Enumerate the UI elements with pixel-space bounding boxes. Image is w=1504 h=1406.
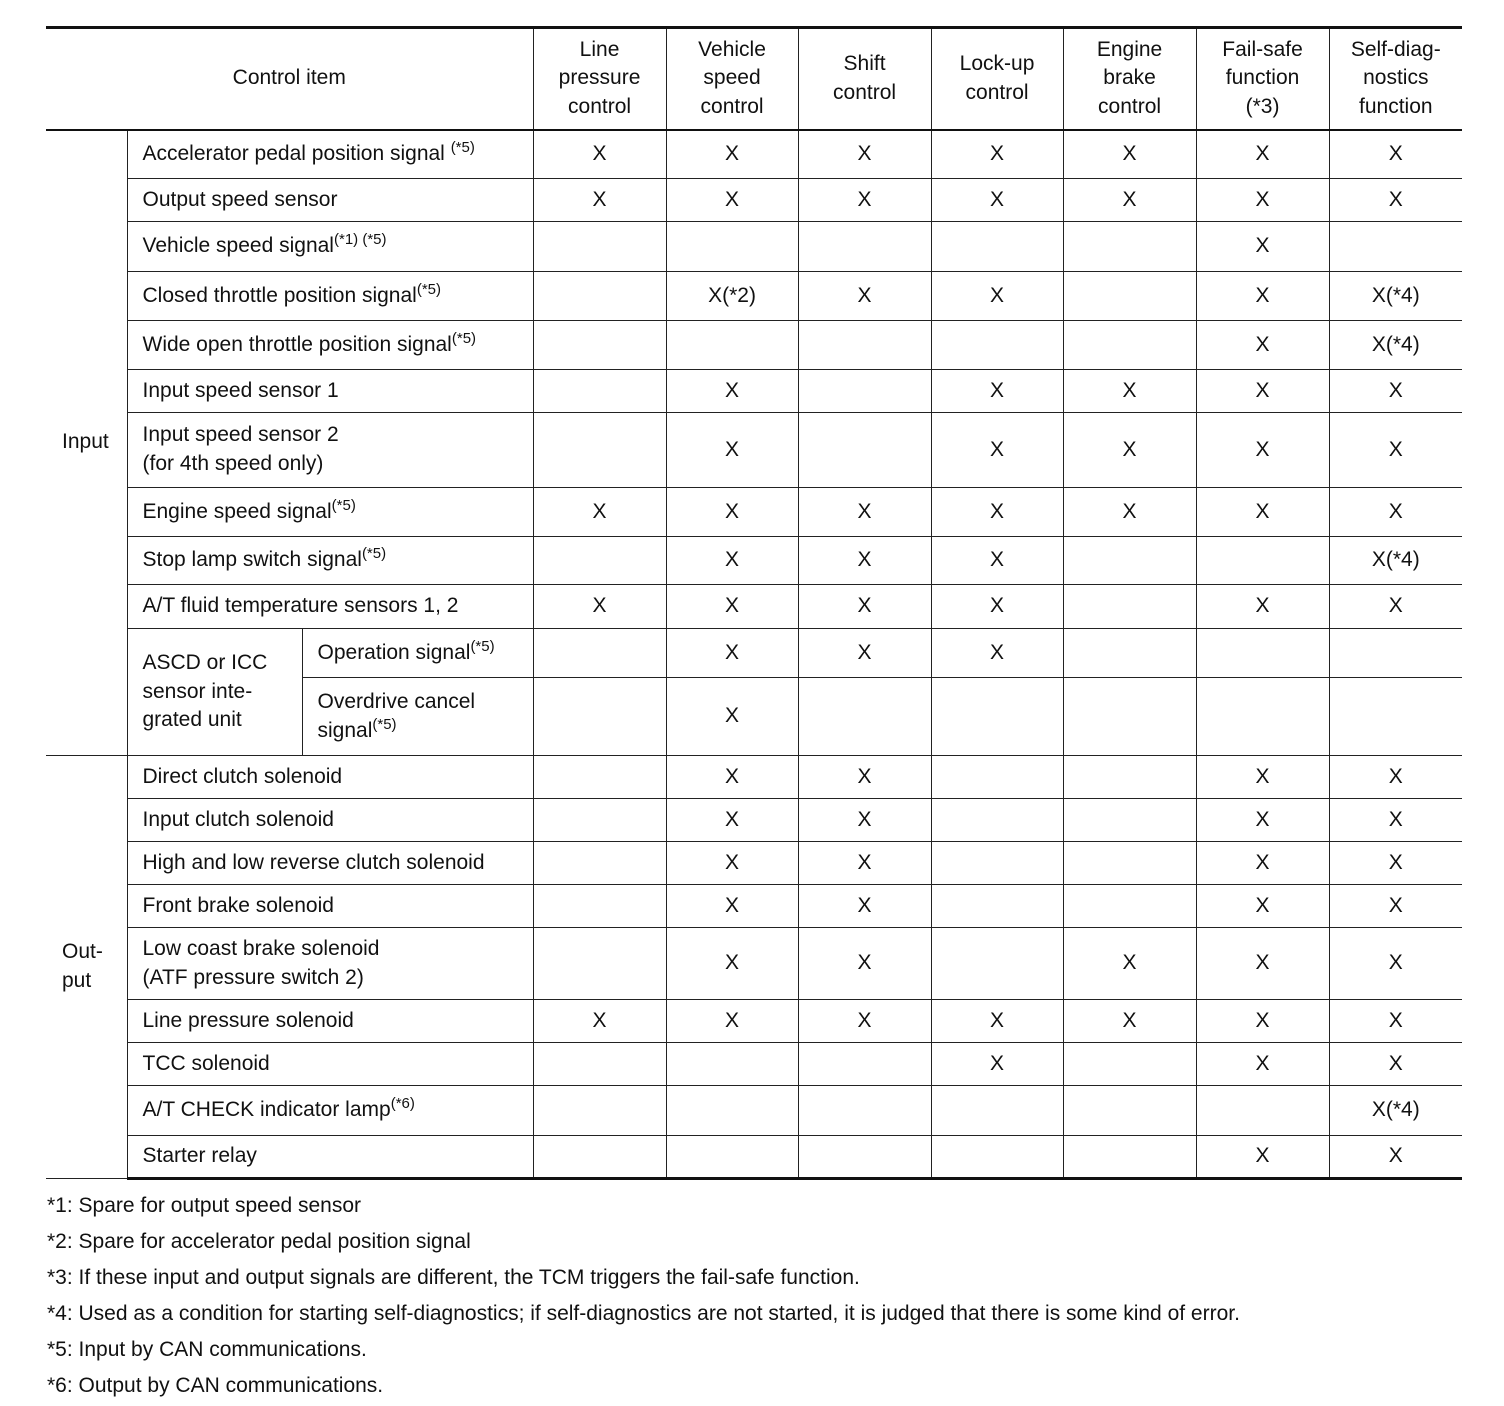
header-row xyxy=(46,28,1462,130)
mark-cell: X xyxy=(1329,585,1462,629)
text-line: control xyxy=(833,80,897,104)
mark-cell: X xyxy=(666,842,798,885)
mark-cell xyxy=(666,1086,798,1136)
mark-cell: X xyxy=(1063,928,1196,1000)
mark-cell xyxy=(1196,537,1329,585)
mark-cell: X xyxy=(666,928,798,1000)
mark-cell: X xyxy=(931,179,1063,222)
item-cell xyxy=(127,799,533,842)
mark-cell: X xyxy=(666,179,798,222)
text-line: function xyxy=(1359,95,1433,119)
mark-cell: X xyxy=(1196,272,1329,321)
mark-cell xyxy=(666,1136,798,1179)
mark-cell xyxy=(1063,537,1196,585)
mark-cell: X xyxy=(798,130,931,179)
item-label: Input speed sensor 1 xyxy=(142,378,339,402)
sub-item-cell xyxy=(302,678,533,756)
mark-cell xyxy=(1063,1043,1196,1086)
mark-cell: X xyxy=(931,537,1063,585)
mark-cell xyxy=(1196,678,1329,756)
mark-cell xyxy=(1063,678,1196,756)
column-header xyxy=(1196,28,1329,130)
mark-cell: X xyxy=(1196,222,1329,272)
item-cell xyxy=(127,272,533,321)
mark-cell: X xyxy=(1329,1043,1462,1086)
text-line: Overdrive cancel xyxy=(317,689,476,713)
table-row xyxy=(46,321,1462,370)
control-table xyxy=(46,26,1462,1180)
sub-item-cell xyxy=(302,629,533,678)
item-cell xyxy=(127,370,533,413)
table-row xyxy=(46,928,1462,1000)
text-line: signal xyxy=(317,718,373,742)
mark-cell: X(*2) xyxy=(666,272,798,321)
text-line: Fail-safe xyxy=(1222,37,1303,61)
item-cell xyxy=(127,488,533,537)
document xyxy=(46,26,1462,1404)
item-cell xyxy=(127,885,533,928)
text-line: nostics xyxy=(1363,66,1429,90)
mark-cell xyxy=(931,678,1063,756)
mark-cell: X xyxy=(1063,488,1196,537)
item-footnote-ref: (*5) xyxy=(451,329,477,347)
item-cell xyxy=(127,1086,533,1136)
text-line: Self-diag- xyxy=(1350,37,1441,61)
mark-cell: X xyxy=(1329,756,1462,799)
mark-cell xyxy=(533,678,666,756)
item-label: Direct clutch solenoid xyxy=(142,764,343,788)
mark-cell: X xyxy=(1196,756,1329,799)
mark-cell: X(*4) xyxy=(1329,272,1462,321)
mark-cell: X xyxy=(1063,413,1196,488)
item-cell xyxy=(127,179,533,222)
mark-cell xyxy=(533,1136,666,1179)
mark-cell xyxy=(533,1086,666,1136)
mark-cell: X xyxy=(1329,370,1462,413)
mark-cell: X xyxy=(666,413,798,488)
column-header xyxy=(533,28,666,130)
mark-cell: X xyxy=(1196,842,1329,885)
item-label: Closed throttle position signal xyxy=(142,283,417,307)
mark-cell xyxy=(798,222,931,272)
text-line: (for 4th speed only) xyxy=(142,452,324,475)
mark-cell: X xyxy=(666,370,798,413)
item-footnote-ref: (*6) xyxy=(390,1095,415,1113)
text-line: speed xyxy=(703,66,761,90)
mark-cell: X xyxy=(1063,370,1196,413)
mark-cell xyxy=(533,799,666,842)
text-line: control xyxy=(568,95,632,119)
item-footnote-ref: (*5) xyxy=(470,637,495,655)
mark-cell: X xyxy=(931,488,1063,537)
mark-cell xyxy=(533,370,666,413)
mark-cell: X xyxy=(1196,413,1329,488)
mark-cell xyxy=(533,928,666,1000)
mark-cell xyxy=(1063,272,1196,321)
item-label: Engine speed signal xyxy=(142,499,332,523)
item-label: High and low reverse clutch solenoid xyxy=(142,850,485,874)
mark-cell xyxy=(1329,629,1462,678)
text-line: Low coast brake solenoid xyxy=(142,936,380,960)
mark-cell xyxy=(1063,585,1196,629)
mark-cell: X xyxy=(1196,321,1329,370)
mark-cell xyxy=(1196,629,1329,678)
item-label: Accelerator pedal position signal xyxy=(142,141,451,165)
mark-cell: X xyxy=(533,130,666,179)
mark-cell: X xyxy=(666,488,798,537)
footnote: *1: Spare for output speed sensor xyxy=(47,1194,362,1217)
item-footnote-ref: (*5) xyxy=(450,138,475,156)
column-header xyxy=(1329,28,1462,130)
table-row xyxy=(46,1136,1462,1179)
mark-cell: X xyxy=(1063,1000,1196,1043)
text-line: Shift xyxy=(843,52,886,76)
table-row xyxy=(46,130,1462,179)
mark-cell: X xyxy=(798,585,931,629)
mark-cell xyxy=(798,370,931,413)
mark-cell: X xyxy=(666,130,798,179)
mark-cell: X xyxy=(798,928,931,1000)
item-label: Output speed sensor xyxy=(142,187,338,211)
mark-cell: X xyxy=(1329,842,1462,885)
mark-cell: X xyxy=(1329,928,1462,1000)
mark-cell: X xyxy=(931,585,1063,629)
item-cell xyxy=(127,585,533,629)
mark-cell: X xyxy=(533,1000,666,1043)
mark-cell xyxy=(931,1086,1063,1136)
mark-cell xyxy=(931,928,1063,1000)
mark-cell: X xyxy=(1329,1136,1462,1179)
footnotes xyxy=(46,1188,1462,1404)
mark-cell xyxy=(931,799,1063,842)
mark-cell: X xyxy=(1196,928,1329,1000)
mark-cell: X xyxy=(666,799,798,842)
item-cell xyxy=(127,222,533,272)
mark-cell xyxy=(1063,629,1196,678)
text-line: Out- xyxy=(62,940,103,964)
mark-cell: X xyxy=(798,488,931,537)
item-footnote-ref: (*5) xyxy=(331,496,356,514)
mark-cell: X xyxy=(533,179,666,222)
text-line: Engine xyxy=(1096,37,1163,61)
group-label-input: Input xyxy=(46,130,127,756)
mark-cell xyxy=(798,413,931,488)
item-cell xyxy=(127,537,533,585)
mark-cell xyxy=(931,885,1063,928)
mark-cell: X xyxy=(666,537,798,585)
mark-cell: X xyxy=(1329,130,1462,179)
mark-cell: X xyxy=(931,272,1063,321)
mark-cell: X xyxy=(798,629,931,678)
control-item-header: Control item xyxy=(46,28,533,130)
mark-cell: X xyxy=(798,1000,931,1043)
mark-cell xyxy=(798,1086,931,1136)
text-line: control xyxy=(1098,95,1162,119)
table-row xyxy=(46,222,1462,272)
footnote: *4: Used as a condition for starting self-diagnostics; if self-diagnostics are not started, it is judged that there is some kind of error. xyxy=(47,1302,1240,1325)
mark-cell: X xyxy=(1196,1043,1329,1086)
mark-cell xyxy=(533,413,666,488)
mark-cell: X xyxy=(533,585,666,629)
mark-cell: X xyxy=(931,413,1063,488)
text-line: (*3) xyxy=(1245,95,1280,119)
mark-cell xyxy=(798,1043,931,1086)
item-label: Front brake solenoid xyxy=(142,893,334,917)
mark-cell xyxy=(1329,222,1462,272)
mark-cell: X xyxy=(931,629,1063,678)
text-line: (ATF pressure switch 2) xyxy=(142,965,364,989)
text-line: grated unit xyxy=(142,708,242,732)
mark-cell: X xyxy=(1063,179,1196,222)
item-label: TCC solenoid xyxy=(142,1051,270,1075)
mark-cell: X xyxy=(1329,488,1462,537)
footnote: *3: If these input and output signals are different, the TCM triggers the fail-safe function. xyxy=(47,1266,860,1289)
item-cell xyxy=(127,1000,533,1043)
text-line: Line xyxy=(579,37,620,61)
footnote: *6: Output by CAN communications. xyxy=(47,1374,384,1397)
mark-cell: X xyxy=(798,537,931,585)
text-line: control xyxy=(700,95,764,119)
mark-cell xyxy=(533,537,666,585)
item-label: Input clutch solenoid xyxy=(142,807,334,831)
mark-cell: X xyxy=(1196,179,1329,222)
mark-cell xyxy=(931,321,1063,370)
mark-cell: X xyxy=(666,1000,798,1043)
table-row xyxy=(46,370,1462,413)
item-label: Starter relay xyxy=(142,1144,257,1168)
mark-cell xyxy=(1063,1086,1196,1136)
mark-cell: X xyxy=(1196,488,1329,537)
mark-cell xyxy=(533,1043,666,1086)
group-label-output xyxy=(46,756,127,1179)
text-line: Input speed sensor 2 xyxy=(142,423,339,447)
mark-cell: X xyxy=(1196,885,1329,928)
mark-cell xyxy=(931,1136,1063,1179)
mark-cell: X xyxy=(798,842,931,885)
table-row xyxy=(46,1000,1462,1043)
mark-cell xyxy=(533,629,666,678)
item-cell xyxy=(127,130,533,179)
text-line: Lock-up xyxy=(959,52,1035,76)
item-footnote-ref: (*1) (*5) xyxy=(333,231,387,249)
mark-cell: X xyxy=(1329,179,1462,222)
item-cell xyxy=(127,842,533,885)
item-cell xyxy=(127,1136,533,1179)
table-row xyxy=(46,488,1462,537)
mark-cell xyxy=(533,756,666,799)
mark-cell: X xyxy=(1329,1000,1462,1043)
mark-cell xyxy=(798,321,931,370)
item-label: Vehicle speed signal xyxy=(142,234,334,258)
item-label: A/T CHECK indicator lamp xyxy=(142,1098,391,1122)
mark-cell xyxy=(1196,1086,1329,1136)
mark-cell: X xyxy=(1196,585,1329,629)
item-label: Stop lamp switch signal xyxy=(142,548,362,572)
mark-cell: X xyxy=(798,179,931,222)
table-row xyxy=(46,842,1462,885)
mark-cell: X xyxy=(1196,370,1329,413)
item-cell xyxy=(127,928,533,1000)
mark-cell xyxy=(533,842,666,885)
text-line: sensor inte- xyxy=(142,679,253,703)
item-cell xyxy=(127,1043,533,1086)
mark-cell: X xyxy=(1329,799,1462,842)
mark-cell xyxy=(533,222,666,272)
table-row xyxy=(46,585,1462,629)
mark-cell: X xyxy=(1329,885,1462,928)
mark-cell: X xyxy=(931,1043,1063,1086)
text-line: function xyxy=(1225,66,1300,90)
table-row xyxy=(46,537,1462,585)
mark-cell xyxy=(1063,756,1196,799)
column-header xyxy=(666,28,798,130)
mark-cell: X xyxy=(533,488,666,537)
mark-cell: X(*4) xyxy=(1329,321,1462,370)
mark-cell: X(*4) xyxy=(1329,537,1462,585)
mark-cell: X xyxy=(1063,130,1196,179)
mark-cell xyxy=(1063,1136,1196,1179)
mark-cell: X xyxy=(666,678,798,756)
text-line: put xyxy=(62,969,92,992)
item-label: A/T fluid temperature sensors 1, 2 xyxy=(142,594,459,618)
mark-cell: X(*4) xyxy=(1329,1086,1462,1136)
mark-cell: X xyxy=(1329,413,1462,488)
footnote: *5: Input by CAN communications. xyxy=(47,1338,367,1361)
table-row xyxy=(46,272,1462,321)
mark-cell xyxy=(1063,842,1196,885)
mark-cell xyxy=(666,321,798,370)
item-cell xyxy=(127,321,533,370)
mark-cell xyxy=(931,222,1063,272)
mark-cell: X xyxy=(666,756,798,799)
mark-cell: X xyxy=(1196,1000,1329,1043)
item-footnote-ref: (*5) xyxy=(361,545,387,563)
mark-cell xyxy=(533,321,666,370)
mark-cell: X xyxy=(798,272,931,321)
mark-cell xyxy=(798,1136,931,1179)
mark-cell xyxy=(798,678,931,756)
table-row xyxy=(46,413,1462,488)
table-row xyxy=(46,756,1462,799)
mark-cell: X xyxy=(666,585,798,629)
mark-cell xyxy=(666,222,798,272)
mark-cell: X xyxy=(931,130,1063,179)
text-line: brake xyxy=(1103,66,1156,90)
mark-cell: X xyxy=(666,629,798,678)
table-row xyxy=(46,1086,1462,1136)
mark-cell: X xyxy=(1196,1136,1329,1179)
item-label: Wide open throttle position signal xyxy=(142,332,452,356)
mark-cell: X xyxy=(1196,130,1329,179)
mark-cell: X xyxy=(666,885,798,928)
text-line: Vehicle xyxy=(698,37,766,61)
item-footnote-ref: (*5) xyxy=(416,280,441,298)
mark-cell: X xyxy=(798,885,931,928)
mark-cell xyxy=(666,1043,798,1086)
table-row xyxy=(46,179,1462,222)
mark-cell xyxy=(533,272,666,321)
item-label: Line pressure solenoid xyxy=(142,1008,354,1032)
text-line: control xyxy=(965,80,1029,104)
item-cell xyxy=(127,413,533,488)
item-label: Operation signal xyxy=(317,640,471,664)
item-footnote-ref: (*5) xyxy=(372,715,397,733)
mark-cell xyxy=(1329,678,1462,756)
mark-cell: X xyxy=(798,756,931,799)
mark-cell: X xyxy=(931,370,1063,413)
ascd-group-label xyxy=(127,629,302,756)
mark-cell xyxy=(1063,222,1196,272)
mark-cell: X xyxy=(1196,799,1329,842)
column-header xyxy=(1063,28,1196,130)
table-row xyxy=(46,1043,1462,1086)
column-header xyxy=(798,28,931,130)
mark-cell: X xyxy=(931,1000,1063,1043)
mark-cell xyxy=(1063,321,1196,370)
column-header xyxy=(931,28,1063,130)
mark-cell xyxy=(533,885,666,928)
footnote: *2: Spare for accelerator pedal position signal xyxy=(47,1230,471,1253)
mark-cell xyxy=(931,842,1063,885)
mark-cell xyxy=(931,756,1063,799)
table-row xyxy=(46,629,1462,678)
text-line: ASCD or ICC xyxy=(142,651,268,675)
mark-cell xyxy=(1063,885,1196,928)
text-line: pressure xyxy=(558,66,641,90)
item-cell xyxy=(127,756,533,799)
table-row xyxy=(46,885,1462,928)
mark-cell: X xyxy=(798,799,931,842)
table-row xyxy=(46,799,1462,842)
mark-cell xyxy=(1063,799,1196,842)
